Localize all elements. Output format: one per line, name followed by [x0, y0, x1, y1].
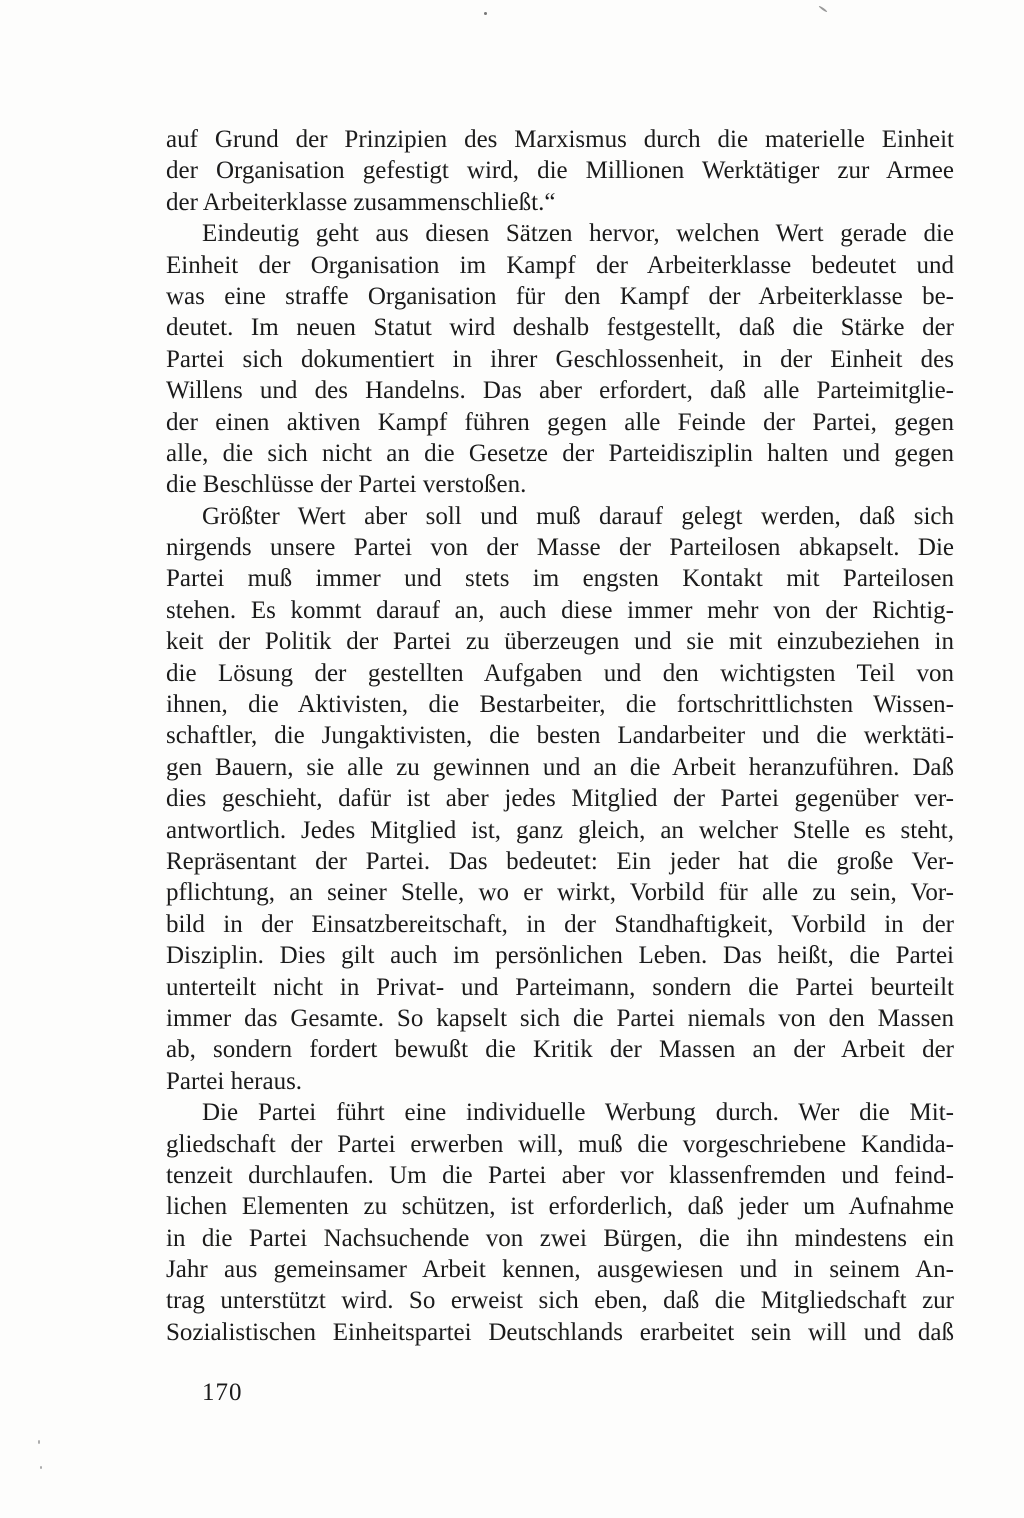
text-line: unterteilt nicht in Privat- und Parteimann, sondern die Partei beurteilt [166, 973, 954, 1001]
text-line: nirgends unsere Partei von der Masse der Parteilosen abkapselt. Die [166, 534, 954, 562]
body-text [166, 124, 954, 1348]
text-line: Einheit der Organisation im Kampf der Arbeiterklasse bedeutet und [166, 251, 954, 279]
scan-speck [818, 5, 827, 12]
text-line: gen Bauern, sie alle zu gewinnen und an die Arbeit heranzuführen. Daß [166, 753, 954, 781]
text-line: Jahr aus gemeinsamer Arbeit kennen, ausgewiesen und in seinem An- [166, 1256, 954, 1284]
text-line: immer das Gesamte. So kapselt sich die Partei niemals von den Massen [166, 1004, 954, 1032]
text-line: pflichtung, an seiner Stelle, wo er wirkt, Vorbild für alle zu sein, Vor- [166, 879, 954, 907]
text-line: schaftler, die Jungaktivisten, die besten Landarbeiter und die werktäti- [166, 722, 954, 750]
text-line: stehen. Es kommt darauf an, auch diese immer mehr von der Richtig- [166, 596, 954, 624]
text-line: deutet. Im neuen Statut wird deshalb festgestellt, daß die Stärke der [166, 314, 954, 342]
text-line: dies geschieht, dafür ist aber jedes Mitglied der Partei gegenüber ver- [166, 785, 954, 813]
text-line: trag unterstützt wird. So erweist sich eben, daß die Mitgliedschaft zur [166, 1287, 954, 1315]
text-line: Größter Wert aber soll und muß darauf gelegt werden, daß sich [202, 502, 954, 530]
text-line: tenzeit durchlaufen. Um die Partei aber vor klassenfremden und feind- [166, 1161, 954, 1189]
text-line: alle, die sich nicht an die Gesetze der Parteidisziplin halten und gegen [166, 439, 954, 467]
text-line: Sozialistischen Einheitspartei Deutschlands erarbeitet sein will und daß [166, 1318, 954, 1346]
text-line: lichen Elementen zu schützen, ist erforderlich, daß jeder um Aufnahme [166, 1193, 954, 1221]
text-line: keit der Politik der Partei zu überzeugen und sie mit einzubeziehen in [166, 628, 954, 656]
text-line: Partei sich dokumentiert in ihrer Geschlossenheit, in der Einheit des [166, 345, 954, 373]
text-line: Repräsentant der Partei. Das bedeutet: Ein jeder hat die große Ver- [166, 847, 954, 875]
text-line: Partei muß immer und stets im engsten Kontakt mit Parteilosen [166, 565, 954, 593]
text-line: Disziplin. Dies gilt auch im persönlichen Leben. Das heißt, die Partei [166, 942, 954, 970]
text-line: der Arbeiterklasse zusammenschließt.“ [166, 188, 556, 216]
page-number: 170 [202, 1379, 243, 1406]
text-line: Eindeutig geht aus diesen Sätzen hervor, welchen Wert gerade die [202, 220, 954, 248]
scan-speck [38, 1440, 40, 1444]
scan-speck [40, 1466, 42, 1469]
text-line: Die Partei führt eine individuelle Werbung durch. Wer die Mit- [202, 1099, 954, 1127]
scan-speck [484, 12, 487, 15]
text-line: antwortlich. Jedes Mitglied ist, ganz gleich, an welcher Stelle es steht, [166, 816, 954, 844]
text-line: gliedschaft der Partei erwerben will, muß die vorgeschriebene Kandida- [166, 1130, 954, 1158]
text-line: auf Grund der Prinzipien des Marxismus durch die materielle Einheit [166, 126, 954, 153]
text-line: ab, sondern fordert bewußt die Kritik der Massen an der Arbeit der [166, 1036, 954, 1064]
text-line: der einen aktiven Kampf führen gegen alle Feinde der Partei, gegen [166, 408, 954, 436]
text-line: Partei heraus. [166, 1067, 303, 1095]
text-line: was eine straffe Organisation für den Kampf der Arbeiterklasse be- [166, 282, 954, 310]
text-line: ihnen, die Aktivisten, die Bestarbeiter, die fortschrittlichsten Wissen- [166, 691, 954, 719]
text-line: bild in der Einsatzbereitschaft, in der Standhaftigkeit, Vorbild in der [166, 910, 954, 938]
text-line: der Organisation gefestigt wird, die Millionen Werktätiger zur Armee [166, 157, 954, 185]
text-line: Willens und des Handelns. Das aber erfordert, daß alle Parteimitglie- [166, 377, 954, 405]
text-line: in die Partei Nachsuchende von zwei Bürgen, die ihn mindestens ein [166, 1224, 954, 1252]
text-line: die Beschlüsse der Partei verstoßen. [166, 471, 527, 499]
text-line: die Lösung der gestellten Aufgaben und den wichtigsten Teil von [166, 659, 954, 687]
